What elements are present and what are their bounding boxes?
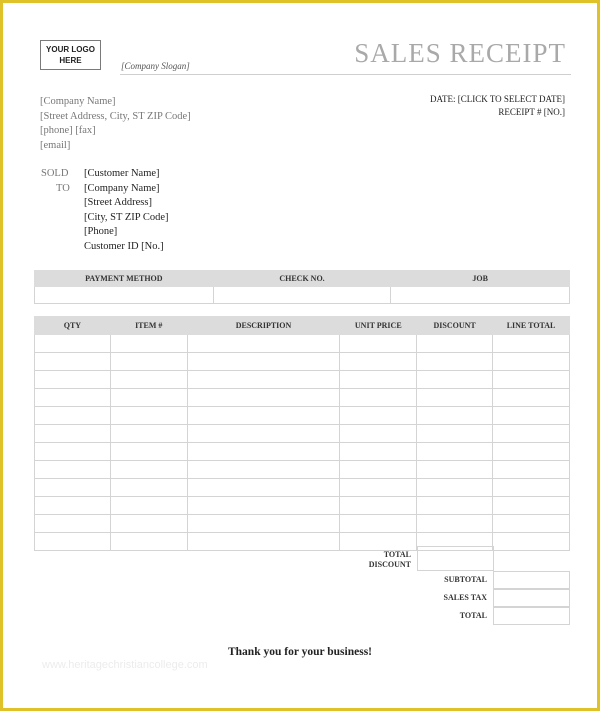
total-label: TOTAL: [459, 611, 487, 620]
discount-cell[interactable]: [417, 443, 493, 461]
table-row: [35, 353, 570, 371]
customer-phone[interactable]: [Phone]: [84, 226, 118, 237]
description-cell[interactable]: [187, 461, 340, 479]
discount-cell[interactable]: [417, 515, 493, 533]
payment-table: [34, 270, 570, 304]
discount-cell[interactable]: [417, 335, 493, 353]
item-number-cell[interactable]: [110, 407, 187, 425]
payment-method-header: PAYMENT METHOD: [35, 271, 214, 287]
total-discount-value[interactable]: [417, 546, 494, 571]
items-header-row: [35, 317, 570, 335]
table-row: [35, 425, 570, 443]
line-total-cell[interactable]: [493, 515, 570, 533]
company-email[interactable]: [email]: [40, 139, 71, 151]
description-cell[interactable]: [187, 407, 340, 425]
item-number-cell[interactable]: [110, 497, 187, 515]
payment-row: [35, 287, 570, 304]
line-total-cell[interactable]: [493, 407, 570, 425]
unit-price-cell[interactable]: [340, 371, 417, 389]
discount-header: DISCOUNT: [417, 317, 493, 335]
unit-price-cell[interactable]: [340, 497, 417, 515]
items-table: [34, 316, 570, 551]
discount-cell[interactable]: [417, 407, 493, 425]
description-cell[interactable]: [187, 353, 340, 371]
discount-cell[interactable]: [417, 425, 493, 443]
description-cell[interactable]: [187, 533, 340, 551]
qty-cell[interactable]: [35, 461, 111, 479]
description-cell[interactable]: [187, 425, 340, 443]
line-total-cell[interactable]: [493, 461, 570, 479]
description-cell[interactable]: [187, 371, 340, 389]
line-total-header: LINE TOTAL: [493, 317, 570, 335]
item-number-cell[interactable]: [110, 425, 187, 443]
total-discount-label: [334, 550, 411, 569]
item-number-cell[interactable]: [110, 389, 187, 407]
table-row: [35, 515, 570, 533]
item-number-cell[interactable]: [110, 461, 187, 479]
unit-price-cell[interactable]: [340, 533, 417, 551]
subtotal-value[interactable]: [493, 571, 570, 589]
date-field[interactable]: DATE: [CLICK TO SELECT DATE]: [430, 94, 565, 104]
description-cell[interactable]: [187, 443, 340, 461]
qty-cell[interactable]: [35, 425, 111, 443]
table-row: [35, 389, 570, 407]
receipt-meta: [430, 93, 565, 119]
table-row: [35, 461, 570, 479]
qty-cell[interactable]: [35, 497, 111, 515]
customer-street[interactable]: [Street Address]: [84, 197, 152, 208]
line-total-cell[interactable]: [493, 479, 570, 497]
discount-cell[interactable]: [417, 461, 493, 479]
qty-cell[interactable]: [35, 443, 111, 461]
line-total-cell[interactable]: [493, 371, 570, 389]
qty-cell[interactable]: [35, 389, 111, 407]
qty-cell[interactable]: [35, 533, 111, 551]
table-row: [35, 443, 570, 461]
customer-city[interactable]: [City, ST ZIP Code]: [84, 211, 169, 223]
discount-cell[interactable]: [417, 371, 493, 389]
logo-line-2: HERE: [59, 56, 82, 65]
watermark: www.heritagechristiancollege.com: [42, 659, 208, 671]
description-cell[interactable]: [187, 497, 340, 515]
description-cell[interactable]: [187, 479, 340, 497]
company-address[interactable]: [Street Address, City, ST ZIP Code]: [40, 110, 191, 122]
unit-price-cell[interactable]: [340, 407, 417, 425]
qty-cell[interactable]: [35, 479, 111, 497]
qty-cell[interactable]: [35, 353, 111, 371]
item-number-cell[interactable]: [110, 335, 187, 353]
check-no-cell[interactable]: [213, 287, 391, 304]
sold-label: SOLD: [41, 168, 69, 179]
table-row: [35, 335, 570, 353]
sales-tax-value[interactable]: [493, 589, 570, 607]
description-cell[interactable]: [187, 389, 340, 407]
unit-price-cell[interactable]: [340, 389, 417, 407]
check-no-header: CHECK NO.: [213, 271, 391, 287]
table-row: [35, 371, 570, 389]
line-total-cell[interactable]: [493, 353, 570, 371]
item-number-cell[interactable]: [110, 533, 187, 551]
discount-cell[interactable]: [417, 479, 493, 497]
item-number-cell[interactable]: [110, 353, 187, 371]
subtotal-label: SUBTOTAL: [444, 575, 487, 584]
line-total-cell[interactable]: [493, 497, 570, 515]
item-number-cell[interactable]: [110, 443, 187, 461]
description-header: DESCRIPTION: [187, 317, 340, 335]
customer-info: [84, 167, 169, 254]
qty-cell[interactable]: [35, 335, 111, 353]
qty-cell[interactable]: [35, 515, 111, 533]
unit-price-header: UNIT PRICE: [340, 317, 417, 335]
company-info: [40, 95, 191, 153]
table-row: [35, 497, 570, 515]
unit-price-cell[interactable]: [340, 353, 417, 371]
discount-cell[interactable]: [417, 389, 493, 407]
qty-header: QTY: [35, 317, 111, 335]
customer-id[interactable]: Customer ID [No.]: [84, 240, 164, 252]
title-divider: [120, 74, 571, 75]
table-row: [35, 407, 570, 425]
description-cell[interactable]: [187, 335, 340, 353]
item-number-cell[interactable]: [110, 371, 187, 389]
item-number-cell[interactable]: [110, 479, 187, 497]
line-total-cell[interactable]: [493, 443, 570, 461]
customer-name[interactable]: [Customer Name]: [84, 168, 160, 179]
item-number-cell[interactable]: [110, 515, 187, 533]
company-phone-fax[interactable]: [phone] [fax]: [40, 125, 96, 136]
logo-placeholder[interactable]: [40, 40, 101, 70]
discount-cell[interactable]: [417, 353, 493, 371]
unit-price-cell[interactable]: [340, 515, 417, 533]
unit-price-cell[interactable]: [340, 335, 417, 353]
customer-company[interactable]: [Company Name]: [84, 182, 160, 194]
table-row: [35, 479, 570, 497]
total-value[interactable]: [493, 607, 570, 625]
line-total-cell[interactable]: [493, 389, 570, 407]
unit-price-cell[interactable]: [340, 479, 417, 497]
description-cell[interactable]: [187, 515, 340, 533]
payment-method-cell[interactable]: [35, 287, 214, 304]
unit-price-cell[interactable]: [340, 461, 417, 479]
document-title: SALES RECEIPT: [354, 38, 566, 68]
qty-cell[interactable]: [35, 407, 111, 425]
sales-tax-label: SALES TAX: [443, 593, 487, 602]
company-slogan[interactable]: [Company Slogan]: [121, 61, 190, 71]
company-name[interactable]: [Company Name]: [40, 96, 116, 107]
payment-header-row: [35, 271, 570, 287]
thank-you-message: Thank you for your business!: [227, 646, 372, 658]
item-number-header: ITEM #: [110, 317, 187, 335]
sold-to-label: [41, 167, 70, 196]
unit-price-cell[interactable]: [340, 425, 417, 443]
job-header: JOB: [391, 271, 570, 287]
qty-cell[interactable]: [35, 371, 111, 389]
logo-line-1: YOUR LOGO: [46, 45, 95, 54]
line-total-cell[interactable]: [493, 335, 570, 353]
discount-cell[interactable]: [417, 497, 493, 515]
total-discount-label-line1: TOTAL: [383, 550, 411, 559]
receipt-number-field[interactable]: RECEIPT # [NO.]: [498, 107, 565, 117]
line-total-cell[interactable]: [493, 533, 570, 551]
unit-price-cell[interactable]: [340, 443, 417, 461]
total-discount-label-line2: DISCOUNT: [368, 559, 411, 569]
to-label: TO: [56, 182, 70, 194]
line-total-cell[interactable]: [493, 425, 570, 443]
job-cell[interactable]: [391, 287, 570, 304]
